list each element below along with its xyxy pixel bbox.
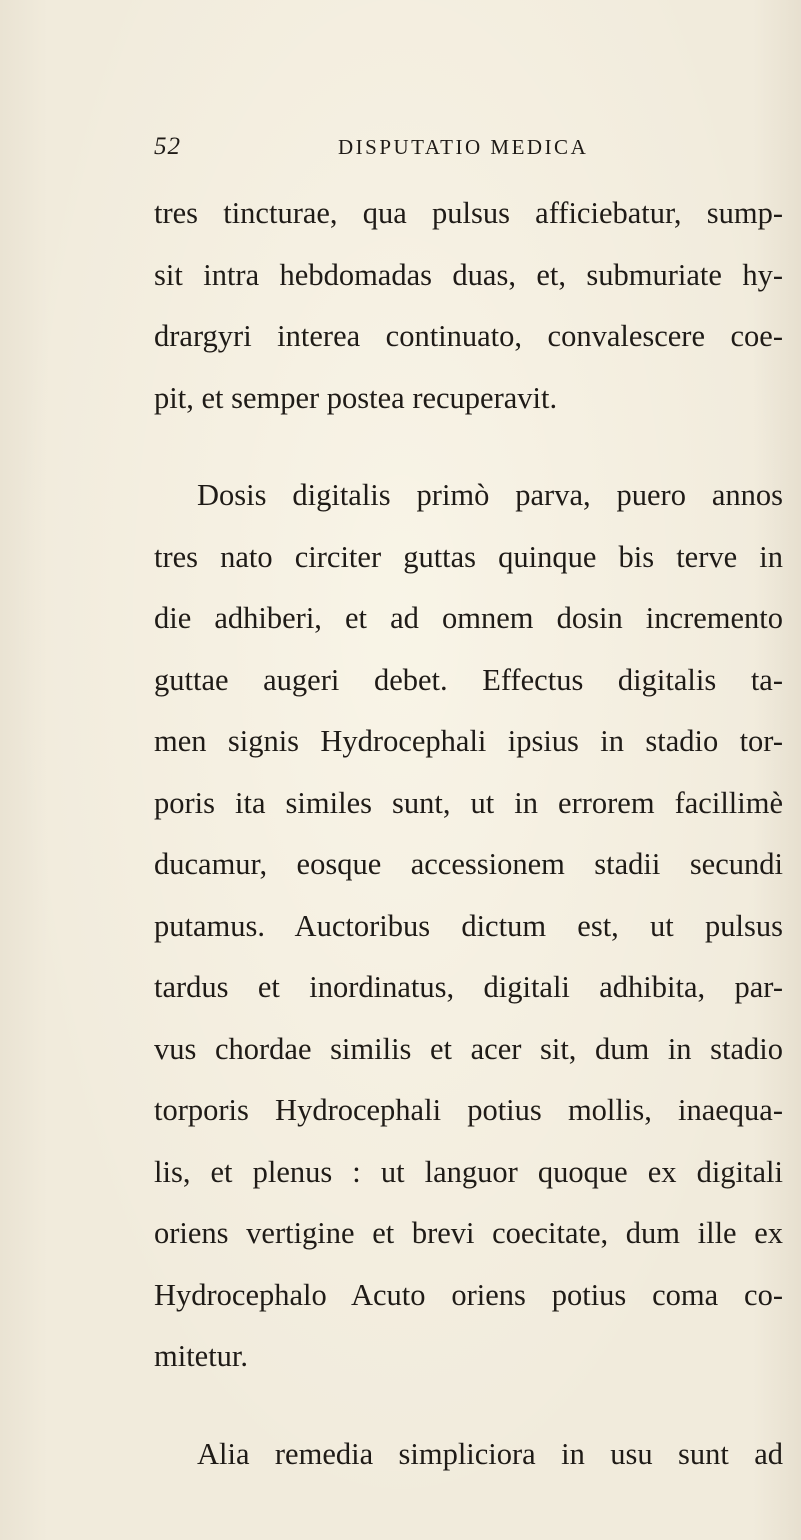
paragraph-gap — [154, 1388, 784, 1424]
text-line: mitetur. — [154, 1339, 249, 1373]
text-line: oriens vertigine et brevi coecitate, dum ille ex — [154, 1216, 783, 1250]
text-line: drargyri interea continuato, convalescere coe- — [154, 319, 783, 353]
text-line: tres tincturae, qua pulsus afficiebatur, sump- — [154, 196, 783, 230]
running-head: DISPUTATIO MEDICA — [338, 135, 589, 159]
paragraph-3 — [154, 1424, 784, 1486]
text-line: ducamur, eosque accessionem stadii secundi — [154, 847, 783, 881]
text-line: Dosis digitalis primò parva, puero annos — [197, 478, 783, 512]
text-line: guttae augeri debet. Effectus digitalis ta- — [154, 662, 783, 697]
text-line: vus chordae similis et acer sit, dum in stadio — [154, 1031, 783, 1066]
text-line: putamus. Auctoribus dictum est, ut pulsus — [154, 908, 783, 943]
text-line: Alia remedia simpliciora in usu sunt ad — [197, 1436, 783, 1471]
page-number: 52 — [154, 133, 181, 160]
text-line: tardus et inordinatus, digitali adhibita, par- — [154, 970, 783, 1004]
text-line: lis, et plenus : ut languor quoque ex digitali — [154, 1154, 783, 1189]
text-line: sit intra hebdomadas duas, et, submuriate hy- — [154, 257, 783, 292]
text-line: die adhiberi, et ad omnem dosin incremento — [154, 601, 783, 635]
text-line: torporis Hydrocephali potius mollis, inaequa- — [154, 1093, 783, 1127]
paragraph-1 — [154, 183, 784, 429]
text-line: men signis Hydrocephali ipsius in stadio tor- — [154, 724, 783, 758]
body-text — [154, 183, 784, 1485]
text-line: Hydrocephalo Acuto oriens potius coma co- — [154, 1277, 783, 1312]
text-line: pit, et semper postea recuperavit. — [154, 380, 558, 415]
page-header — [154, 133, 654, 173]
paragraph-gap — [154, 429, 784, 465]
text-line: poris ita similes sunt, ut in errorem facillimè — [154, 785, 783, 820]
text-line: tres nato circiter guttas quinque bis terve in — [154, 539, 783, 574]
paragraph-2 — [154, 465, 784, 1388]
